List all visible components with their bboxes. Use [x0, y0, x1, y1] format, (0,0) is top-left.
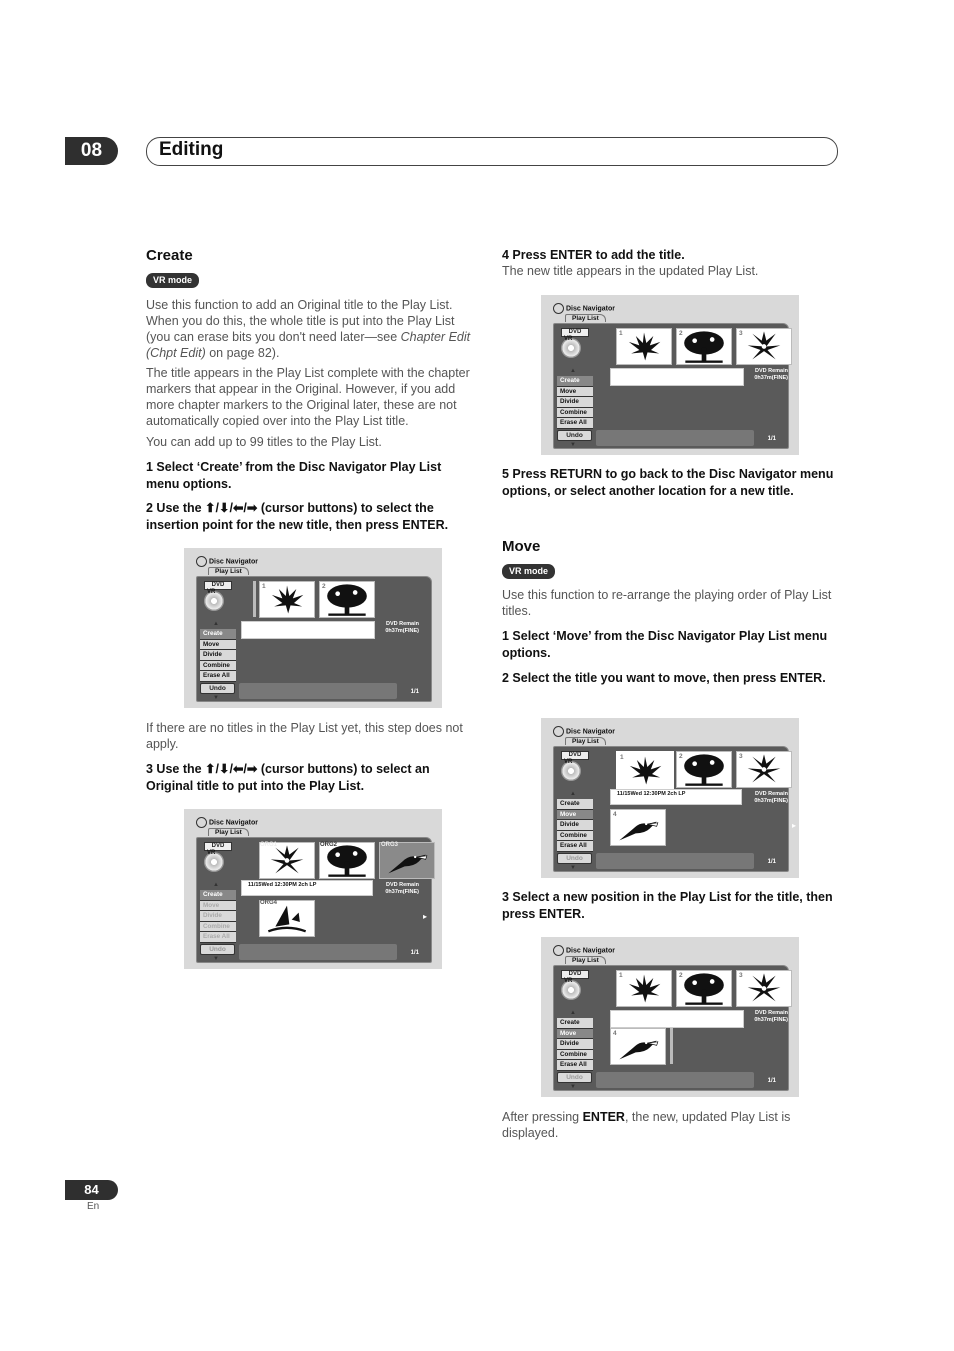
- leaf-icon: [617, 971, 671, 1006]
- vr-label: VR: [564, 759, 573, 765]
- leaf-icon: [618, 753, 672, 788]
- title-thumb-4[interactable]: [610, 809, 666, 846]
- status-bar: [596, 430, 754, 446]
- undo-button[interactable]: Undo: [557, 430, 592, 441]
- disc-navigator-header: Disc Navigator: [553, 945, 615, 956]
- disc-navigator-header: Disc Navigator: [553, 303, 615, 314]
- title-thumb-1[interactable]: [616, 751, 674, 790]
- play-list-menu: [557, 1018, 593, 1071]
- lily-icon: [737, 329, 791, 364]
- page-indicator: 1/1: [767, 859, 776, 865]
- disc-navigator-icon: [196, 556, 207, 567]
- page-indicator: 1/1: [767, 436, 776, 442]
- leaf-icon: [617, 329, 671, 364]
- play-list-panel: [196, 576, 432, 702]
- disc-navigator-icon: [553, 945, 564, 956]
- scroll-down-icon: ▼: [570, 442, 576, 448]
- page-indicator: 1/1: [410, 950, 419, 956]
- menu-item-create[interactable]: Create: [557, 376, 593, 387]
- thumb-number: 2: [679, 753, 683, 760]
- menu-item-create[interactable]: Create: [200, 890, 236, 901]
- create-step-5: 5 Press RETURN to go back to the Disc Navigator menu options, or select another location for a new title.: [502, 467, 834, 498]
- status-bar: [239, 944, 397, 960]
- move-heading: Move: [502, 538, 541, 555]
- play-list-menu: [557, 799, 593, 852]
- tree-icon: [677, 752, 731, 787]
- tree-icon: [320, 843, 374, 878]
- title-info-box: [241, 621, 375, 639]
- create-step-1: 1 Select ‘Create’ from the Disc Navigator Play List menu options.: [146, 460, 442, 491]
- status-bar: [596, 853, 754, 869]
- dvd-logo: DVD: [561, 328, 589, 337]
- vr-label: VR: [564, 336, 573, 342]
- title-thumb-3[interactable]: [736, 751, 792, 788]
- screen-move-new-position: [541, 937, 799, 1097]
- thumb-number: 2: [679, 972, 683, 979]
- surf-icon: [260, 901, 314, 936]
- dvd-remain: DVD Remain 0h37m(FINE): [385, 882, 419, 895]
- menu-item-erase-all[interactable]: Erase All: [557, 841, 593, 852]
- vr-mode-badge: VR mode: [502, 564, 555, 579]
- thumb-number: 2: [679, 330, 683, 337]
- chapter-number: 08: [65, 137, 118, 165]
- menu-item-create[interactable]: Create: [557, 799, 593, 810]
- dvd-logo: DVD: [204, 842, 232, 851]
- menu-item-divide[interactable]: Divide: [200, 911, 236, 922]
- thumb-number: 3: [739, 330, 743, 337]
- move-final-note: After pressing ENTER, the new, updated Play List is displayed.: [502, 1110, 791, 1140]
- status-bar: [596, 1072, 754, 1088]
- bird-icon: [380, 843, 434, 878]
- screen-move-select: [541, 718, 799, 878]
- create-step-3: 3 Use the ⬆/⬇/⬅/➡ (cursor buttons) to select an Original title to put into the Play List.: [146, 762, 430, 793]
- chapter-title: Editing: [159, 139, 224, 160]
- screen-select-original: [184, 809, 442, 969]
- move-step-3: 3 Select a new position in the Play List for the title, then press ENTER.: [502, 890, 833, 921]
- menu-item-divide[interactable]: Divide: [557, 1039, 593, 1050]
- menu-item-create[interactable]: Create: [200, 629, 236, 640]
- disc-navigator-icon: [196, 817, 207, 828]
- title-info-box: [610, 368, 744, 386]
- dvd-logo: DVD: [204, 581, 232, 590]
- menu-item-erase-all[interactable]: Erase All: [557, 1060, 593, 1071]
- menu-item-divide[interactable]: Divide: [557, 397, 593, 408]
- bird-icon: [611, 810, 665, 845]
- play-list-tab: Play List: [565, 314, 606, 322]
- leaf-icon: [260, 582, 314, 617]
- title-thumb-2[interactable]: [676, 328, 732, 365]
- scroll-right-icon: ▸: [792, 821, 797, 830]
- bird-icon: [611, 1029, 665, 1064]
- insertion-cursor: [253, 581, 256, 617]
- scroll-up-icon: ▲: [213, 882, 219, 888]
- title-thumb-2[interactable]: [319, 581, 375, 618]
- undo-button[interactable]: Undo: [557, 1072, 592, 1083]
- disc-navigator-header: Disc Navigator: [196, 817, 258, 828]
- undo-button[interactable]: Undo: [200, 944, 235, 955]
- scroll-up-icon: ▲: [570, 368, 576, 374]
- menu-item-combine[interactable]: Combine: [557, 408, 593, 419]
- disc-navigator-icon: [553, 303, 564, 314]
- dvd-remain: DVD Remain 0h37m(FINE): [385, 621, 419, 634]
- scroll-down-icon: ▼: [570, 865, 576, 871]
- language-label: En: [87, 1201, 100, 1212]
- menu-item-combine[interactable]: Combine: [557, 831, 593, 842]
- menu-item-move[interactable]: Move: [557, 1029, 593, 1040]
- play-list-menu: [200, 629, 236, 682]
- create-step-4: 4 Press ENTER to add the title.: [502, 248, 685, 262]
- menu-item-divide[interactable]: Divide: [200, 650, 236, 661]
- play-list-panel: [196, 837, 432, 963]
- menu-item-erase-all[interactable]: Erase All: [200, 671, 236, 682]
- thumb-number: 1: [619, 972, 623, 979]
- move-step-1: 1 Select ‘Move’ from the Disc Navigator Play List menu options.: [502, 629, 828, 660]
- disc-navigator-icon: [553, 726, 564, 737]
- vr-label: VR: [564, 978, 573, 984]
- undo-button[interactable]: Undo: [557, 853, 592, 864]
- title-thumb-1[interactable]: [616, 970, 672, 1007]
- thumb-number: 4: [613, 1030, 617, 1037]
- dvd-logo: DVD: [561, 970, 589, 979]
- play-list-tab: Play List: [565, 956, 606, 964]
- thumb-number: 4: [613, 811, 617, 818]
- lily-icon: [260, 843, 314, 878]
- title-thumb-2[interactable]: [676, 751, 732, 788]
- tree-icon: [677, 329, 731, 364]
- no-titles-note: If there are no titles in the Play List yet, this step does not apply.: [146, 721, 463, 751]
- lily-icon: [737, 752, 791, 787]
- thumb-number: 2: [322, 583, 326, 590]
- menu-item-combine[interactable]: Combine: [557, 1050, 593, 1061]
- dvd-logo: DVD: [561, 751, 589, 760]
- move-intro: Use this function to re-arrange the playing order of Play List titles.: [502, 588, 832, 618]
- page-number: 84: [65, 1180, 118, 1200]
- thumb-number: 1: [620, 754, 624, 761]
- screen-updated-play-list: [541, 295, 799, 455]
- menu-item-move[interactable]: Move: [557, 810, 593, 821]
- disc-navigator-header: Disc Navigator: [553, 726, 615, 737]
- title-info-box: 11/15Wed 12:30PM 2ch LP: [610, 789, 742, 805]
- menu-item-divide[interactable]: Divide: [557, 820, 593, 831]
- org-label-2: ORG2: [320, 842, 338, 848]
- title-info-box: 11/15Wed 12:30PM 2ch LP: [241, 880, 373, 896]
- org-label-4: ORG4: [260, 900, 278, 906]
- dvd-remain: DVD Remain 0h37m(FINE): [754, 368, 788, 381]
- create-heading: Create: [146, 247, 193, 264]
- thumb-number: 3: [739, 972, 743, 979]
- play-list-panel: [553, 746, 797, 872]
- play-list-panel: [553, 323, 789, 449]
- menu-item-erase-all[interactable]: Erase All: [557, 418, 593, 429]
- vr-label: VR: [207, 850, 216, 856]
- menu-item-erase-all[interactable]: Erase All: [200, 932, 236, 943]
- play-list-panel: [553, 965, 789, 1091]
- menu-item-move[interactable]: Move: [200, 640, 236, 651]
- title-thumb-3[interactable]: [736, 328, 792, 365]
- dvd-remain: DVD Remain 0h37m(FINE): [754, 1010, 788, 1023]
- menu-item-combine[interactable]: Combine: [200, 922, 236, 933]
- create-para-3: You can add up to 99 titles to the Play List.: [146, 435, 382, 449]
- play-list-tab: Play List: [208, 567, 249, 575]
- play-list-menu: [200, 890, 236, 943]
- dvd-remain: DVD Remain 0h37m(FINE): [754, 791, 788, 804]
- screen-create-insertion: [184, 548, 442, 708]
- menu-item-combine[interactable]: Combine: [200, 661, 236, 672]
- title-info-box: [610, 1010, 744, 1028]
- menu-item-create[interactable]: Create: [557, 1018, 593, 1029]
- lily-icon: [737, 971, 791, 1006]
- tree-icon: [677, 971, 731, 1006]
- tree-icon: [320, 582, 374, 617]
- vr-label: VR: [207, 589, 216, 595]
- undo-button[interactable]: Undo: [200, 683, 235, 694]
- title-thumb-2[interactable]: [676, 970, 732, 1007]
- scroll-right-icon: ▸: [423, 912, 428, 921]
- insertion-cursor: [670, 1028, 673, 1064]
- scroll-up-icon: ▲: [570, 791, 576, 797]
- play-list-tab: Play List: [208, 828, 249, 836]
- menu-item-move[interactable]: Move: [200, 901, 236, 912]
- disc-navigator-header: Disc Navigator: [196, 556, 258, 567]
- move-step-2: 2 Select the title you want to move, then press ENTER.: [502, 671, 826, 685]
- create-step-2: 2 Use the ⬆/⬇/⬅/➡ (cursor buttons) to select the insertion point for the new title, then press ENTER.: [146, 501, 449, 532]
- page-indicator: 1/1: [410, 689, 419, 695]
- thumb-number: 1: [619, 330, 623, 337]
- thumb-number: 1: [262, 583, 266, 590]
- scroll-up-icon: ▲: [213, 621, 219, 627]
- title-thumb-3[interactable]: [736, 970, 792, 1007]
- play-list-tab: Play List: [565, 737, 606, 745]
- play-list-menu: [557, 376, 593, 429]
- scroll-down-icon: ▼: [570, 1084, 576, 1090]
- status-bar: [239, 683, 397, 699]
- menu-item-move[interactable]: Move: [557, 387, 593, 398]
- title-thumb-4[interactable]: [610, 1028, 666, 1065]
- title-thumb-1[interactable]: [616, 328, 672, 365]
- scroll-down-icon: ▼: [213, 956, 219, 962]
- create-intro: Use this function to add an Original title to the Play List. When you do this, the whole title is put into the Play List (you can erase bits you don't need later—see Chapter Edit (Chpt Edit) on page 82).: [146, 298, 471, 360]
- thumb-number: 3: [739, 753, 743, 760]
- org-label-1: ORG1: [260, 842, 278, 848]
- page-indicator: 1/1: [767, 1078, 776, 1084]
- scroll-down-icon: ▼: [213, 695, 219, 701]
- create-step-4-sub: The new title appears in the updated Play List.: [502, 264, 759, 278]
- chapter-title-frame: [146, 137, 838, 166]
- create-para-2: The title appears in the Play List complete with the chapter markers that appear in the Original. However, if you add more chapter markers to the Original later, these are not automatically copied over into the Play List title.: [146, 366, 470, 428]
- title-thumb-1[interactable]: [259, 581, 315, 618]
- org-label-3: ORG3: [381, 842, 399, 848]
- vr-mode-badge: VR mode: [146, 273, 199, 288]
- scroll-up-icon: ▲: [570, 1010, 576, 1016]
